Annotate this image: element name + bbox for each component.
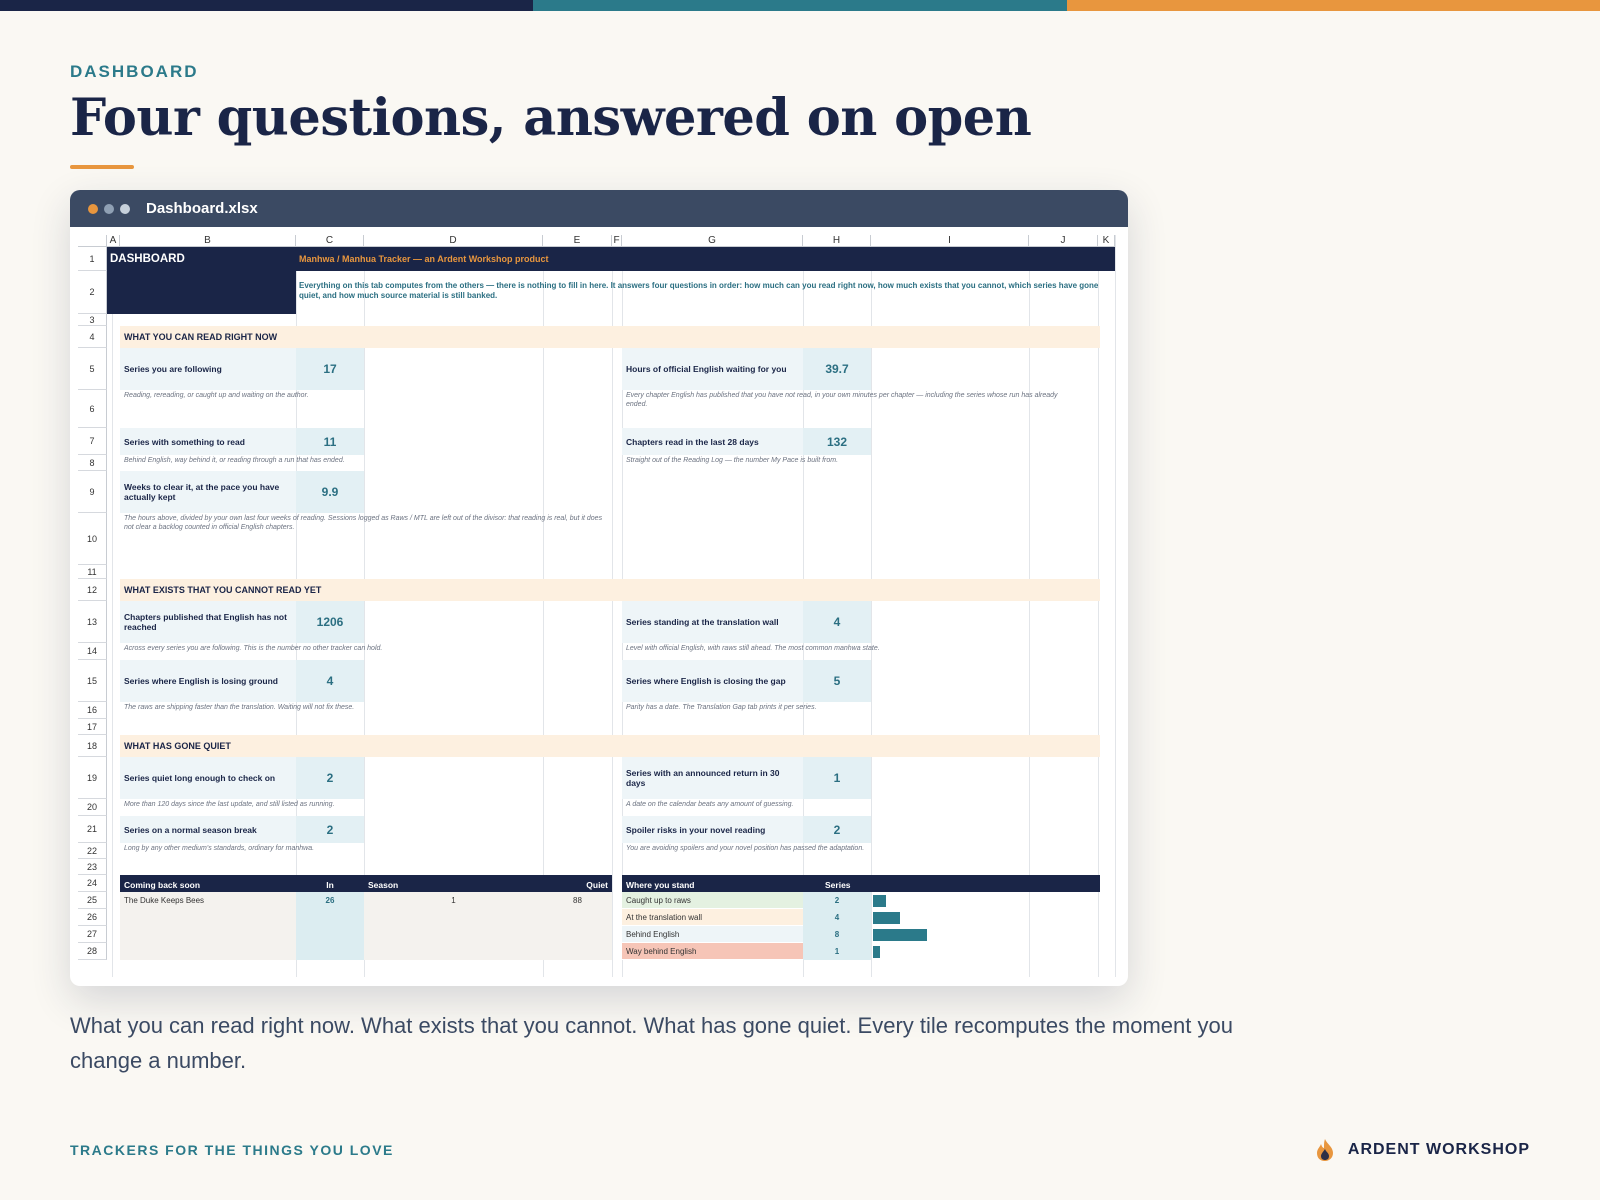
row-header-4[interactable]: 4 [78, 326, 107, 348]
label-seasonbreak: Series on a normal season break [120, 816, 296, 843]
label-following: Series you are following [120, 348, 296, 390]
note-return: A date on the calendar beats any amount of guessing. [626, 801, 794, 808]
stand-row-bar [873, 946, 880, 958]
gridline [112, 235, 113, 977]
stand-row-label[interactable]: Behind English [622, 926, 803, 943]
row-header-2[interactable]: 2 [78, 271, 107, 314]
stand-row-value[interactable]: 1 [834, 947, 840, 956]
row-header-5[interactable]: 5 [78, 348, 107, 390]
label-closing: Series where English is closing the gap [622, 660, 803, 702]
row-header-10[interactable]: 10 [78, 513, 107, 565]
row-header-19[interactable]: 19 [78, 757, 107, 799]
col-header-h[interactable]: H [803, 235, 871, 247]
row-header-15[interactable]: 15 [78, 660, 107, 702]
label-losing: Series where English is losing ground [120, 660, 296, 702]
row-header-20[interactable]: 20 [78, 799, 107, 816]
section-exists: WHAT EXISTS THAT YOU CANNOT READ YET [120, 579, 1100, 601]
row-header-28[interactable]: 28 [78, 943, 107, 960]
row-header-25[interactable]: 25 [78, 892, 107, 909]
note-losing: The raws are shipping faster than the translation. Waiting will not fix these. [124, 704, 355, 711]
coming-header-name: Coming back soon [120, 875, 296, 892]
label-chapters28: Chapters read in the last 28 days [622, 428, 803, 455]
row-header-3[interactable]: 3 [78, 314, 107, 326]
gridline [1115, 235, 1116, 977]
row-header-14[interactable]: 14 [78, 643, 107, 660]
note-weeks: The hours above, divided by your own last four weeks of reading. Sessions logged as Raws / MTL are left out of the divisor: that reading is real, but it does not clear a backlog counted in official English chapters. [124, 515, 603, 531]
spreadsheet-grid [78, 235, 1121, 977]
window-titlebar [70, 190, 1128, 227]
note-hours: Every chapter English has published that you have not read, in your own minutes per chapter — including the series whose run has already ended. [626, 392, 1058, 408]
coming-header-quiet: Quiet [543, 875, 612, 892]
value-weeks[interactable]: 9.9 [296, 471, 364, 513]
eyebrow: DASHBOARD [70, 62, 199, 81]
value-return[interactable]: 1 [803, 757, 871, 799]
corner-cell[interactable] [78, 235, 107, 247]
section-read-now: WHAT YOU CAN READ RIGHT NOW [120, 326, 1100, 348]
section-quiet: WHAT HAS GONE QUIET [120, 735, 1100, 757]
row-header-21[interactable]: 21 [78, 816, 107, 843]
value-published[interactable]: 1206 [296, 601, 364, 643]
value-losing[interactable]: 4 [296, 660, 364, 702]
stand-header-series: Series [803, 875, 1100, 892]
row-header-17[interactable]: 17 [78, 719, 107, 735]
stand-row-value[interactable]: 8 [834, 930, 840, 939]
stand-row-bar [873, 895, 886, 907]
row-header-18[interactable]: 18 [78, 735, 107, 757]
value-quietlong[interactable]: 2 [296, 757, 364, 799]
col-header-g[interactable]: G [622, 235, 803, 247]
row-header-27[interactable]: 27 [78, 926, 107, 943]
footer-brand[interactable] [1314, 1138, 1530, 1162]
row-header-24[interactable]: 24 [78, 875, 107, 892]
value-something[interactable]: 11 [296, 428, 364, 455]
label-weeks: Weeks to clear it, at the pace you have actually kept [120, 471, 296, 513]
caption: What you can read right now. What exists that you cannot. What has gone quiet. Every tile recomputes the moment you change a number. [70, 1013, 1233, 1073]
col-header-b[interactable]: B [120, 235, 296, 247]
window-title: Dashboard.xlsx [146, 200, 258, 217]
stand-header-label: Where you stand [622, 875, 803, 892]
value-following[interactable]: 17 [296, 348, 364, 390]
cell-a1-dashboard: DASHBOARD [110, 253, 185, 265]
stand-row-bar [873, 912, 900, 924]
top-bar-teal [533, 0, 1066, 11]
top-bar-navy [0, 0, 533, 11]
row-header-1[interactable]: 1 [78, 247, 107, 271]
row-header-13[interactable]: 13 [78, 601, 107, 643]
stand-row-bar [873, 929, 927, 941]
spreadsheet-window [70, 190, 1128, 986]
label-published: Chapters published that English has not reached [120, 601, 296, 643]
note-closing: Parity has a date. The Translation Gap tab prints it per series. [626, 704, 817, 711]
note-wall: Level with official English, with raws still ahead. The most common manhwa state. [626, 645, 880, 652]
label-hours: Hours of official English waiting for you [622, 348, 803, 390]
label-wall: Series standing at the translation wall [622, 601, 803, 643]
coming-header-season: Season [364, 875, 543, 892]
window-dot-light[interactable] [120, 204, 130, 214]
note-something: Behind English, way behind it, or reading through a run that has ended. [124, 457, 345, 464]
note-seasonbreak: Long by any other medium's standards, ordinary for manhwa. [124, 845, 315, 852]
row-header-6[interactable]: 6 [78, 390, 107, 428]
note-chapters28: Straight out of the Reading Log — the number My Pace is built from. [626, 457, 839, 464]
flame-logo-icon [1314, 1138, 1336, 1162]
top-bar-orange [1067, 0, 1600, 11]
label-quietlong: Series quiet long enough to check on [120, 757, 296, 799]
row-header-23[interactable]: 23 [78, 859, 107, 875]
col-header-i[interactable]: I [871, 235, 1029, 247]
label-something: Series with something to read [120, 428, 296, 455]
top-color-bar [0, 0, 1600, 11]
note-published: Across every series you are following. This is the number no other tracker can hold. [124, 645, 383, 652]
page-title: Four questions, answered on open [70, 88, 1032, 148]
note-following: Reading, rereading, or caught up and waiting on the author. [124, 392, 309, 399]
stand-row-label[interactable]: At the translation wall [622, 909, 803, 926]
col-header-c[interactable]: C [296, 235, 364, 247]
brand-name: ARDENT WORKSHOP [1347, 1141, 1530, 1158]
coming-row-in[interactable]: 26 [325, 896, 335, 905]
row-header-9[interactable]: 9 [78, 471, 107, 513]
col-header-d[interactable]: D [364, 235, 543, 247]
window-dot-orange[interactable] [88, 204, 98, 214]
row-header-7[interactable]: 7 [78, 428, 107, 455]
col-header-j[interactable]: J [1029, 235, 1098, 247]
row-header-8[interactable]: 8 [78, 455, 107, 471]
coming-header-in: In [296, 875, 364, 892]
footer-tagline: TRACKERS FOR THE THINGS YOU LOVE [70, 1142, 394, 1158]
value-closing[interactable]: 5 [803, 660, 871, 702]
cell-c2-intro: Everything on this tab computes from the others — there is nothing to fill in here. It answers four questions in order: how much can you read right now, how much exists that you cannot, which series have gone quiet, and how much source material is still banked. [299, 281, 1099, 300]
stand-row-value[interactable]: 2 [834, 896, 840, 905]
row-header-16[interactable]: 16 [78, 702, 107, 719]
note-quietlong: More than 120 days since the last update, and still listed as running. [124, 801, 335, 808]
note-spoiler: You are avoiding spoilers and your novel position has passed the adaptation. [626, 845, 865, 852]
col-header-f[interactable]: F [612, 235, 622, 247]
label-spoiler: Spoiler risks in your novel reading [622, 816, 803, 843]
stand-row-label[interactable]: Way behind English [622, 943, 803, 960]
coming-row-quiet[interactable]: 88 [573, 896, 582, 905]
value-spoiler[interactable]: 2 [803, 816, 871, 843]
value-chapters28[interactable]: 132 [803, 428, 871, 455]
row-header-26[interactable]: 26 [78, 909, 107, 926]
col-header-k[interactable]: K [1098, 235, 1115, 247]
coming-row-name[interactable]: The Duke Keeps Bees [124, 896, 205, 905]
row-header-22[interactable]: 22 [78, 843, 107, 859]
title-underline [70, 165, 134, 169]
value-hours[interactable]: 39.7 [803, 348, 871, 390]
col-header-a[interactable]: A [107, 235, 120, 247]
label-return: Series with an announced return in 30 days [622, 757, 803, 799]
row-header-12[interactable]: 12 [78, 579, 107, 601]
row-header-11[interactable]: 11 [78, 565, 107, 579]
stand-row-label[interactable]: Caught up to raws [622, 892, 803, 909]
col-header-e[interactable]: E [543, 235, 612, 247]
window-dot-grey[interactable] [104, 204, 114, 214]
value-wall[interactable]: 4 [803, 601, 871, 643]
coming-row-season[interactable]: 1 [451, 896, 456, 905]
value-seasonbreak[interactable]: 2 [296, 816, 364, 843]
cell-c1-subtitle: Manhwa / Manhua Tracker — an Ardent Workshop product [296, 247, 1115, 271]
stand-row-value[interactable]: 4 [834, 913, 840, 922]
